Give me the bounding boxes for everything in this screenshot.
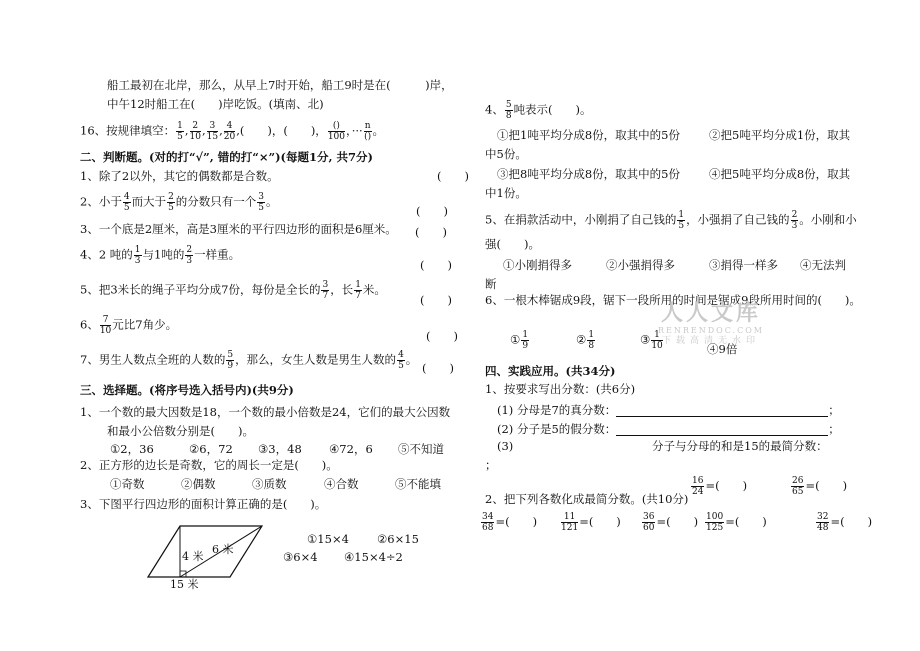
r-question-6: 6、一根木棒锯成9段，锯下一段所用的时间是锯成9段所用时间的( )。 bbox=[485, 293, 861, 307]
q15-line-2: 中午12时船工在( )岸吃饭。(填南、北) bbox=[107, 97, 324, 111]
judge-2-paren: ( ) bbox=[416, 204, 448, 218]
section-4-heading: 四、实践应用。(共34分) bbox=[485, 364, 616, 378]
r6-opt-2: ② $\frac{1}{8}$ bbox=[576, 330, 595, 351]
judge-3-paren: ( ) bbox=[415, 225, 447, 239]
r4-opt-4-cont: 中1份。 bbox=[485, 186, 527, 200]
p1-c-semi: ； bbox=[485, 458, 497, 472]
p2-item-4: $\frac{11}{121}$ =( ) bbox=[561, 512, 621, 533]
choice-1-opt-4: ④72，6 bbox=[329, 442, 373, 456]
choice-1-opt-5: ⑤不知道 bbox=[398, 442, 444, 456]
fraction: $\frac{3}{15}$ bbox=[206, 121, 219, 142]
judge-6-paren: ( ) bbox=[426, 329, 458, 343]
judge-5-paren: ( ) bbox=[420, 293, 452, 307]
height-label: 4 米 bbox=[182, 550, 204, 563]
p1-b: (2) 分子是5的假分数： ； bbox=[497, 422, 840, 436]
judge-2: 2、小于 $\frac{4}{5}$ 而大于 $\frac{2}{5}$ 的分数只有一个 $\frac{3}{5}$ 。 bbox=[80, 192, 278, 213]
choice-2-opt-4: ④合数 bbox=[324, 477, 359, 491]
r5-opt-1: ①小刚捐得多 bbox=[503, 258, 572, 272]
r5-opt-4: ④无法判 bbox=[800, 258, 846, 272]
fraction: $\frac{4}{20}$ bbox=[223, 121, 236, 142]
side-label: 6 米 bbox=[212, 543, 234, 556]
choice-2: 2、正方形的边长是奇数，它的周长一定是( )。 bbox=[80, 458, 338, 472]
choice-2-opt-5: ⑤不能填 bbox=[395, 477, 441, 491]
choice-2-opt-2: ②偶数 bbox=[181, 477, 216, 491]
judge-4: 4、2 吨的 $\frac{1}{3}$ 与1吨的 $\frac{2}{3}$ 一样重。 bbox=[80, 245, 241, 266]
fraction: $\frac{2}{10}$ bbox=[189, 121, 201, 142]
section-3-heading: 三、选择题。(将序号选入括号内)(共9分) bbox=[80, 383, 294, 397]
choice-2-opt-1: ①奇数 bbox=[110, 477, 145, 491]
p1-title: 1、按要求写出分数：(共6分) bbox=[485, 382, 636, 396]
section-2-heading: 二、判断题。(对的打“√”, 错的打“×”)(每题1分, 共7分) bbox=[80, 150, 373, 164]
r5-opt-3: ③捐得一样多 bbox=[709, 258, 778, 272]
r6-opt-1: ① $\frac{1}{9}$ bbox=[510, 330, 529, 351]
p2-item-5: $\frac{36}{60}$ =( ) bbox=[643, 512, 699, 533]
choice-3-opt-4: ④15×4÷2 bbox=[344, 550, 403, 564]
r4-opt-3: ③把8吨平均分成8份，取其中的5份 bbox=[497, 167, 680, 181]
p1-c: (3) bbox=[497, 439, 514, 453]
choice-1-line-1: 1、一个数的最大因数是18，一个数的最小倍数是24，它们的最大公因数 bbox=[80, 405, 451, 419]
r6-opt-4: ④9倍 bbox=[707, 342, 738, 356]
parallelogram-shape bbox=[148, 526, 262, 577]
fraction: $\frac{1}{5}$ bbox=[177, 121, 183, 142]
p2-item-6: $\frac{100}{125}$ =( ) bbox=[706, 512, 767, 533]
judge-5: 5、把3米长的绳子平均分成7份，每份是全长的 $\frac{3}{7}$ ，长 $\frac{1}{7}$ 米。 bbox=[80, 280, 386, 301]
r5-line-2: 强( )。 bbox=[485, 237, 540, 251]
judge-1: 1、除了2以外，其它的偶数都是合数。 bbox=[80, 169, 279, 183]
fraction: () 100 bbox=[327, 121, 345, 142]
judge-3: 3、一个底是2厘米，高是3厘米的平行四边形的面积是6厘米。 bbox=[80, 222, 397, 236]
judge-7: 7、男生人数点全班的人数的 $\frac{5}{9}$ ，那么，女生人数是男生人数的 $\frac{4}{5}$ 。 bbox=[80, 350, 418, 371]
judge-4-paren: ( ) bbox=[420, 258, 452, 272]
judge-7-paren: ( ) bbox=[422, 361, 454, 375]
p2-title: 2、把下列各数化成最简分数。(共10分) bbox=[485, 492, 689, 506]
r4-opt-1: ①把1吨平均分成8份，取其中的5份 bbox=[497, 128, 680, 142]
r4-opt-2-cont: 中5份。 bbox=[485, 147, 527, 161]
fraction: n () bbox=[364, 121, 372, 142]
q15-line-1: 船工最初在北岸，那么，从早上7时开始，船工9时是在( )岸， bbox=[107, 78, 453, 92]
p2-item-2: $\frac{26}{65}$ =( ) bbox=[792, 476, 848, 497]
choice-1-opt-3: ③3，48 bbox=[258, 442, 302, 456]
choice-2-opt-3: ③质数 bbox=[252, 477, 287, 491]
r6-opt-3: ③ $\frac{1}{10}$ bbox=[640, 330, 663, 351]
r4-opt-4: ④把5吨平均分成8份，取其 bbox=[709, 167, 851, 181]
p1-c-text: 分子与分母的和是15的最简分数： bbox=[652, 439, 828, 453]
parallelogram-figure bbox=[140, 520, 270, 590]
p2-item-7: $\frac{32}{48}$ =( ) bbox=[817, 512, 873, 533]
judge-1-paren: ( ) bbox=[437, 169, 469, 183]
judge-6: 6、 $\frac{7}{10}$ 元比7角少。 bbox=[80, 315, 178, 336]
base-label: 15 米 bbox=[170, 578, 199, 591]
choice-3-opt-1: ①15×4 bbox=[307, 532, 349, 546]
p2-item-3: $\frac{34}{68}$ =( ) bbox=[482, 512, 538, 533]
choice-1-line-2: 和最小公倍数分别是( )。 bbox=[107, 424, 254, 438]
r-question-4: 4、 $\frac{5}{8}$ 吨表示( )。 bbox=[485, 100, 592, 121]
choice-3-opt-3: ③6×4 bbox=[283, 550, 318, 564]
choice-1-opt-1: ①2，36 bbox=[110, 442, 154, 456]
question-16: 16、按规律填空： $\frac{1}{5}$ , $\frac{2}{10}$ , $\frac{3}{15}$ , $\frac{4}{20}$ ,( )，( )， () 100 ，··· n () 。 bbox=[80, 121, 385, 142]
choice-3-opt-2: ②6×15 bbox=[377, 532, 419, 546]
choice-3: 3、下图平行四边形的面积计算正确的是( )。 bbox=[80, 497, 327, 511]
choice-1-opt-2: ②6，72 bbox=[189, 442, 233, 456]
r-question-5: 5、在捐款活动中，小刚捐了自己钱的 $\frac{1}{5}$ ，小强捐了自己钱的 $\frac{2}{3}$ 。小刚和小 bbox=[485, 210, 857, 231]
q16-prefix: 16、按规律填空： bbox=[80, 123, 176, 138]
r5-line-end: 断 bbox=[485, 277, 497, 291]
p1-a: (1) 分母是7的真分数： ； bbox=[497, 403, 840, 417]
r4-opt-2: ②把5吨平均分成1份，取其 bbox=[709, 128, 851, 142]
r5-opt-2: ②小强捐得多 bbox=[606, 258, 675, 272]
p2-item-1: $\frac{16}{24}$ =( ) bbox=[692, 476, 748, 497]
watermark-logo: 人人文库 RENRENDOC.COM 下载高清无水印 bbox=[658, 300, 764, 346]
